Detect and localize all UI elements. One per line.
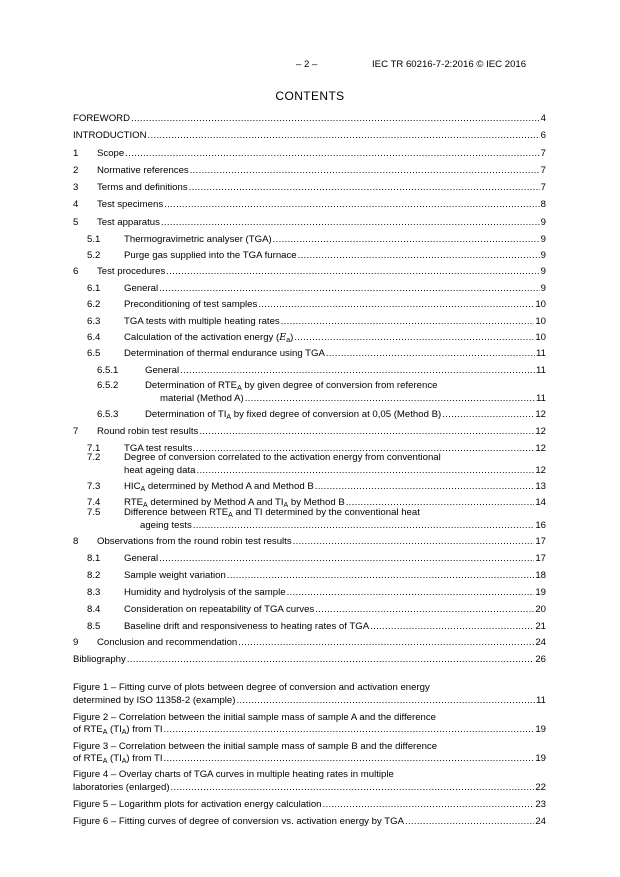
dot-leader xyxy=(294,332,534,344)
toc-entry-title: Determination of thermal endurance using TGA xyxy=(124,348,325,359)
toc-page-number: 13 xyxy=(535,481,546,492)
toc-entry-9[interactable] xyxy=(73,637,546,649)
toc-page-number: 11 xyxy=(536,393,546,404)
toc-page-number: 16 xyxy=(535,520,546,531)
dot-leader xyxy=(236,695,535,707)
title-text: determined by Method A and Method B xyxy=(145,481,314,492)
title-text: RTE xyxy=(124,497,144,508)
dot-leader xyxy=(189,182,540,194)
toc-page-number: 19 xyxy=(535,587,546,598)
toc-page-number: 7 xyxy=(540,148,546,159)
subscript: a xyxy=(286,337,291,344)
toc-entry-6-5[interactable] xyxy=(73,348,546,360)
toc-page-number: 19 xyxy=(535,753,546,764)
dot-leader xyxy=(197,465,535,477)
toc-entry-title xyxy=(124,481,314,493)
dot-leader xyxy=(164,753,535,765)
toc-page-number: 11 xyxy=(536,365,546,376)
toc-figure-2[interactable] xyxy=(73,724,546,736)
toc-section-number: 6.1 xyxy=(87,283,101,294)
dot-leader xyxy=(159,553,534,565)
toc-page-number: 7 xyxy=(540,182,546,193)
subscript: A xyxy=(237,385,242,392)
toc-page-number: 14 xyxy=(535,497,546,508)
toc-page-number: 21 xyxy=(535,621,546,632)
toc-section-number: 8.1 xyxy=(87,553,101,564)
toc-figure-6[interactable] xyxy=(73,816,546,828)
toc-page-number: 9 xyxy=(540,283,546,294)
toc-page-number: 10 xyxy=(535,299,546,310)
toc-entry-6[interactable] xyxy=(73,266,546,278)
dot-leader xyxy=(161,217,540,229)
toc-entry-title: Test specimens xyxy=(97,199,164,210)
title-text: of RTE xyxy=(73,753,103,764)
toc-page-number: 11 xyxy=(536,348,546,359)
title-text: Determination of RTE xyxy=(145,380,238,391)
toc-entry-7-3[interactable] xyxy=(73,481,546,493)
toc-page-number: 24 xyxy=(535,816,546,827)
toc-entry-title: INTRODUCTION xyxy=(73,130,147,141)
toc-section-number: 9 xyxy=(73,637,79,648)
toc-entry-title xyxy=(145,409,441,421)
toc-section-number: 3 xyxy=(73,182,79,193)
toc-page-number: 23 xyxy=(535,799,546,810)
subscript: A xyxy=(102,729,108,736)
toc-page-number: 9 xyxy=(540,266,546,277)
toc-entry-6-4[interactable] xyxy=(73,332,546,344)
toc-page-number: 12 xyxy=(535,426,546,437)
toc-entry-7[interactable] xyxy=(73,426,546,438)
toc-entry-title: determined by ISO 11358-2 (example) xyxy=(73,695,236,706)
toc-entry-title: Sample weight variation xyxy=(124,570,226,581)
toc-entry-8-2[interactable] xyxy=(73,570,546,582)
title-text: ) from TI xyxy=(126,753,163,764)
figure-3-line1[interactable]: Figure 3 – Correlation between the initial sample mass of sample B and the difference xyxy=(73,741,438,752)
toc-page-number: 20 xyxy=(535,604,546,615)
toc-section-number: 5 xyxy=(73,217,79,228)
toc-entry-title: General xyxy=(145,365,180,376)
toc-section-number: 6.5.3 xyxy=(97,409,119,420)
toc-entry-6-5-2[interactable] xyxy=(160,393,546,405)
dot-leader xyxy=(442,409,534,421)
dot-leader xyxy=(315,604,534,616)
dot-leader xyxy=(405,816,534,828)
toc-page-number: 9 xyxy=(540,250,546,261)
toc-page-number: 26 xyxy=(535,654,546,665)
toc-entry-title: Normative references xyxy=(97,165,189,176)
toc-entry-6-1[interactable] xyxy=(73,283,546,295)
toc-page-number: 9 xyxy=(540,217,546,228)
toc-entry-foreword[interactable] xyxy=(73,113,546,125)
title-text: and TI determined by the conventional heat xyxy=(232,507,420,518)
toc-section-number: 8.4 xyxy=(87,604,101,615)
title-text: determined by Method A and TI xyxy=(147,497,284,508)
dot-leader xyxy=(298,250,540,262)
toc-entry-title: laboratories (enlarged) xyxy=(73,782,170,793)
page-title: CONTENTS xyxy=(275,89,345,103)
dot-leader xyxy=(323,799,535,811)
toc-section-number: 1 xyxy=(73,148,79,159)
toc-entry-title: General xyxy=(124,553,159,564)
dot-leader xyxy=(273,234,540,246)
toc-entry-7-2-line1[interactable]: Degree of conversion correlated to the activation energy from conventional xyxy=(124,452,441,463)
toc-entry-title: General xyxy=(124,283,159,294)
dot-leader xyxy=(293,536,535,548)
title-text: HIC xyxy=(124,481,141,492)
toc-section-number: 5.2 xyxy=(87,250,101,261)
toc-figure-5[interactable] xyxy=(73,799,546,811)
toc-figure-4[interactable] xyxy=(73,782,546,794)
toc-entry-bibliography[interactable] xyxy=(73,654,546,666)
title-text: ) xyxy=(290,332,294,343)
toc-entry-8-5[interactable] xyxy=(73,621,546,633)
toc-entry-title xyxy=(73,724,163,736)
toc-entry-title: Test apparatus xyxy=(97,217,160,228)
dot-leader xyxy=(164,199,540,211)
figure-4-line1[interactable]: Figure 4 – Overlay charts of TGA curves in multiple heating rates in multiple xyxy=(73,769,394,780)
toc-section-number: 7.1 xyxy=(87,443,101,454)
toc-entry-5[interactable] xyxy=(73,217,546,229)
dot-leader xyxy=(326,348,535,360)
toc-page-number: 22 xyxy=(535,782,546,793)
toc-entry-title: Round robin test results xyxy=(97,426,199,437)
toc-section-number: 2 xyxy=(73,165,79,176)
toc-page-number: 19 xyxy=(535,724,546,735)
toc-entry-1[interactable] xyxy=(73,148,546,160)
toc-entry-6-5-2-number: 6.5.2 xyxy=(97,380,119,391)
subscript: A xyxy=(283,502,289,509)
toc-entry-title: Terms and definitions xyxy=(97,182,188,193)
toc-entry-title: material (Method A) xyxy=(160,393,244,404)
toc-section-number: 7.3 xyxy=(87,481,101,492)
toc-entry-title: Thermogravimetric analyser (TGA) xyxy=(124,234,272,245)
toc-page-number: 17 xyxy=(535,536,546,547)
toc-entry-8-4[interactable] xyxy=(73,604,546,616)
dot-leader xyxy=(315,481,535,493)
toc-entry-7-2-number: 7.2 xyxy=(87,452,101,463)
toc-entry-6-2[interactable] xyxy=(73,299,546,311)
dot-leader xyxy=(245,393,535,405)
dot-leader xyxy=(199,426,534,438)
toc-section-number: 5.1 xyxy=(87,234,101,245)
title-text: by given degree of conversion from reference xyxy=(241,380,438,391)
document-id: IEC TR 60216-7-2:2016 © IEC 2016 xyxy=(372,59,527,70)
toc-entry-7-5-line1[interactable] xyxy=(124,507,420,519)
toc-section-number: 4 xyxy=(73,199,79,210)
title-text: Determination of TI xyxy=(145,409,227,420)
subscript: A xyxy=(143,502,148,509)
dot-leader xyxy=(238,637,534,649)
toc-figure-1[interactable] xyxy=(73,695,546,707)
toc-page-number: 4 xyxy=(540,113,546,124)
subscript: A xyxy=(228,512,233,519)
subscript: A xyxy=(121,758,127,765)
toc-section-number: 6.2 xyxy=(87,299,101,310)
title-text: (TI xyxy=(107,724,122,735)
title-text: ) from TI xyxy=(126,724,163,735)
toc-section-number: 8 xyxy=(73,536,79,547)
toc-page-number: 17 xyxy=(535,553,546,564)
toc-entry-8-3[interactable] xyxy=(73,587,546,599)
toc-entry-5-2[interactable] xyxy=(73,250,546,262)
page-number: – 2 – xyxy=(296,59,318,70)
dot-leader xyxy=(159,283,540,295)
toc-entry-title: Bibliography xyxy=(73,654,126,665)
toc-entry-4[interactable] xyxy=(73,199,546,211)
toc-entry-title: Scope xyxy=(97,148,125,159)
toc-entry-5-1[interactable] xyxy=(73,234,546,246)
title-text: by Method B xyxy=(288,497,345,508)
title-text: Difference between RTE xyxy=(124,507,229,518)
toc-section-number: 7 xyxy=(73,426,79,437)
dot-leader xyxy=(171,782,535,794)
dot-leader xyxy=(193,520,535,532)
toc-entry-introduction[interactable] xyxy=(73,130,546,142)
toc-entry-title: ageing tests xyxy=(140,520,192,531)
title-text: Calculation of the activation energy ( xyxy=(124,332,280,343)
toc-entry-title: FOREWORD xyxy=(73,113,131,124)
dot-leader xyxy=(180,365,535,377)
toc-entry-title: Figure 6 – Fitting curves of degree of conversion vs. activation energy by TGA xyxy=(73,816,404,827)
toc-entry-6-5-2-line1[interactable] xyxy=(145,380,437,392)
dot-leader xyxy=(127,654,535,666)
figure-1-line1[interactable]: Figure 1 – Fitting curve of plots between degree of conversion and activation energy xyxy=(73,682,430,693)
toc-entry-title: Test procedures xyxy=(97,266,166,277)
dot-leader xyxy=(164,724,535,736)
toc-page-number: 24 xyxy=(535,637,546,648)
dot-leader xyxy=(281,316,535,328)
subscript: A xyxy=(102,758,108,765)
toc-page-number: 12 xyxy=(535,409,546,420)
dot-leader xyxy=(370,621,534,633)
toc-entry-title: Baseline drift and responsiveness to heating rates of TGA xyxy=(124,621,370,632)
toc-page-number: 11 xyxy=(536,695,546,706)
toc-entry-8[interactable] xyxy=(73,536,546,548)
toc-entry-title: Consideration on repeatability of TGA curves xyxy=(124,604,315,615)
dot-leader xyxy=(287,587,535,599)
toc-entry-8-1[interactable] xyxy=(73,553,546,565)
toc-page-number: 18 xyxy=(535,570,546,581)
toc-section-number: 6.4 xyxy=(87,332,101,343)
toc-entry-title: TGA tests with multiple heating rates xyxy=(124,316,280,327)
dot-leader xyxy=(125,148,539,160)
subscript: A xyxy=(226,414,232,421)
toc-entry-2[interactable] xyxy=(73,165,546,177)
figure-2-line1[interactable]: Figure 2 – Correlation between the initial sample mass of sample A and the difference xyxy=(73,712,436,723)
math-symbol: E xyxy=(279,332,287,343)
dot-leader xyxy=(148,130,540,142)
toc-section-number: 6 xyxy=(73,266,79,277)
toc-entry-title: Purge gas supplied into the TGA furnace xyxy=(124,250,297,261)
toc-entry-title: Conclusion and recommendation xyxy=(97,637,238,648)
toc-entry-title: Preconditioning of test samples xyxy=(124,299,258,310)
toc-entry-3[interactable] xyxy=(73,182,546,194)
toc-entry-7-5-number: 7.5 xyxy=(87,507,101,518)
dot-leader xyxy=(190,165,540,177)
toc-section-number: 6.5.1 xyxy=(97,365,119,376)
page-header xyxy=(0,59,620,73)
toc-entry-6-3[interactable] xyxy=(73,316,546,328)
toc-page-number: 8 xyxy=(540,199,546,210)
toc-entry-title: Humidity and hydrolysis of the sample xyxy=(124,587,286,598)
toc-section-number: 6.3 xyxy=(87,316,101,327)
toc-entry-title: TGA test results xyxy=(124,443,193,454)
toc-entry-title xyxy=(73,753,163,765)
toc-page-number: 9 xyxy=(540,234,546,245)
toc-section-number: 8.2 xyxy=(87,570,101,581)
toc-page-number: 10 xyxy=(535,332,546,343)
toc-section-number: 8.3 xyxy=(87,587,101,598)
toc-entry-title xyxy=(124,332,293,344)
toc-section-number: 6.5 xyxy=(87,348,101,359)
toc-page-number: 6 xyxy=(540,130,546,141)
toc-figure-3[interactable] xyxy=(73,753,546,765)
dot-leader xyxy=(131,113,540,125)
toc-page-number: 12 xyxy=(535,465,546,476)
toc-page-number: 10 xyxy=(535,316,546,327)
dot-leader xyxy=(227,570,534,582)
toc-entry-title: Observations from the round robin test results xyxy=(97,536,292,547)
toc-entry-title: Figure 5 – Logarithm plots for activation energy calculation xyxy=(73,799,322,810)
toc-section-number: 8.5 xyxy=(87,621,101,632)
subscript: A xyxy=(121,729,127,736)
toc-entry-6-5-1[interactable] xyxy=(73,365,546,377)
title-text: by fixed degree of conversion at 0,05 (Method B) xyxy=(231,409,442,420)
dot-leader xyxy=(166,266,539,278)
title-text: of RTE xyxy=(73,724,103,735)
toc-entry-7-2[interactable] xyxy=(124,465,546,477)
toc-entry-6-5-3[interactable] xyxy=(73,409,546,421)
subscript: A xyxy=(140,486,146,493)
toc-section-number: 7.4 xyxy=(87,497,101,508)
title-text: (TI xyxy=(107,753,122,764)
toc-page-number: 12 xyxy=(535,443,546,454)
toc-page-number: 7 xyxy=(540,165,546,176)
toc-entry-title: heat ageing data xyxy=(124,465,196,476)
dot-leader xyxy=(258,299,534,311)
toc-entry-7-5[interactable] xyxy=(140,520,546,532)
